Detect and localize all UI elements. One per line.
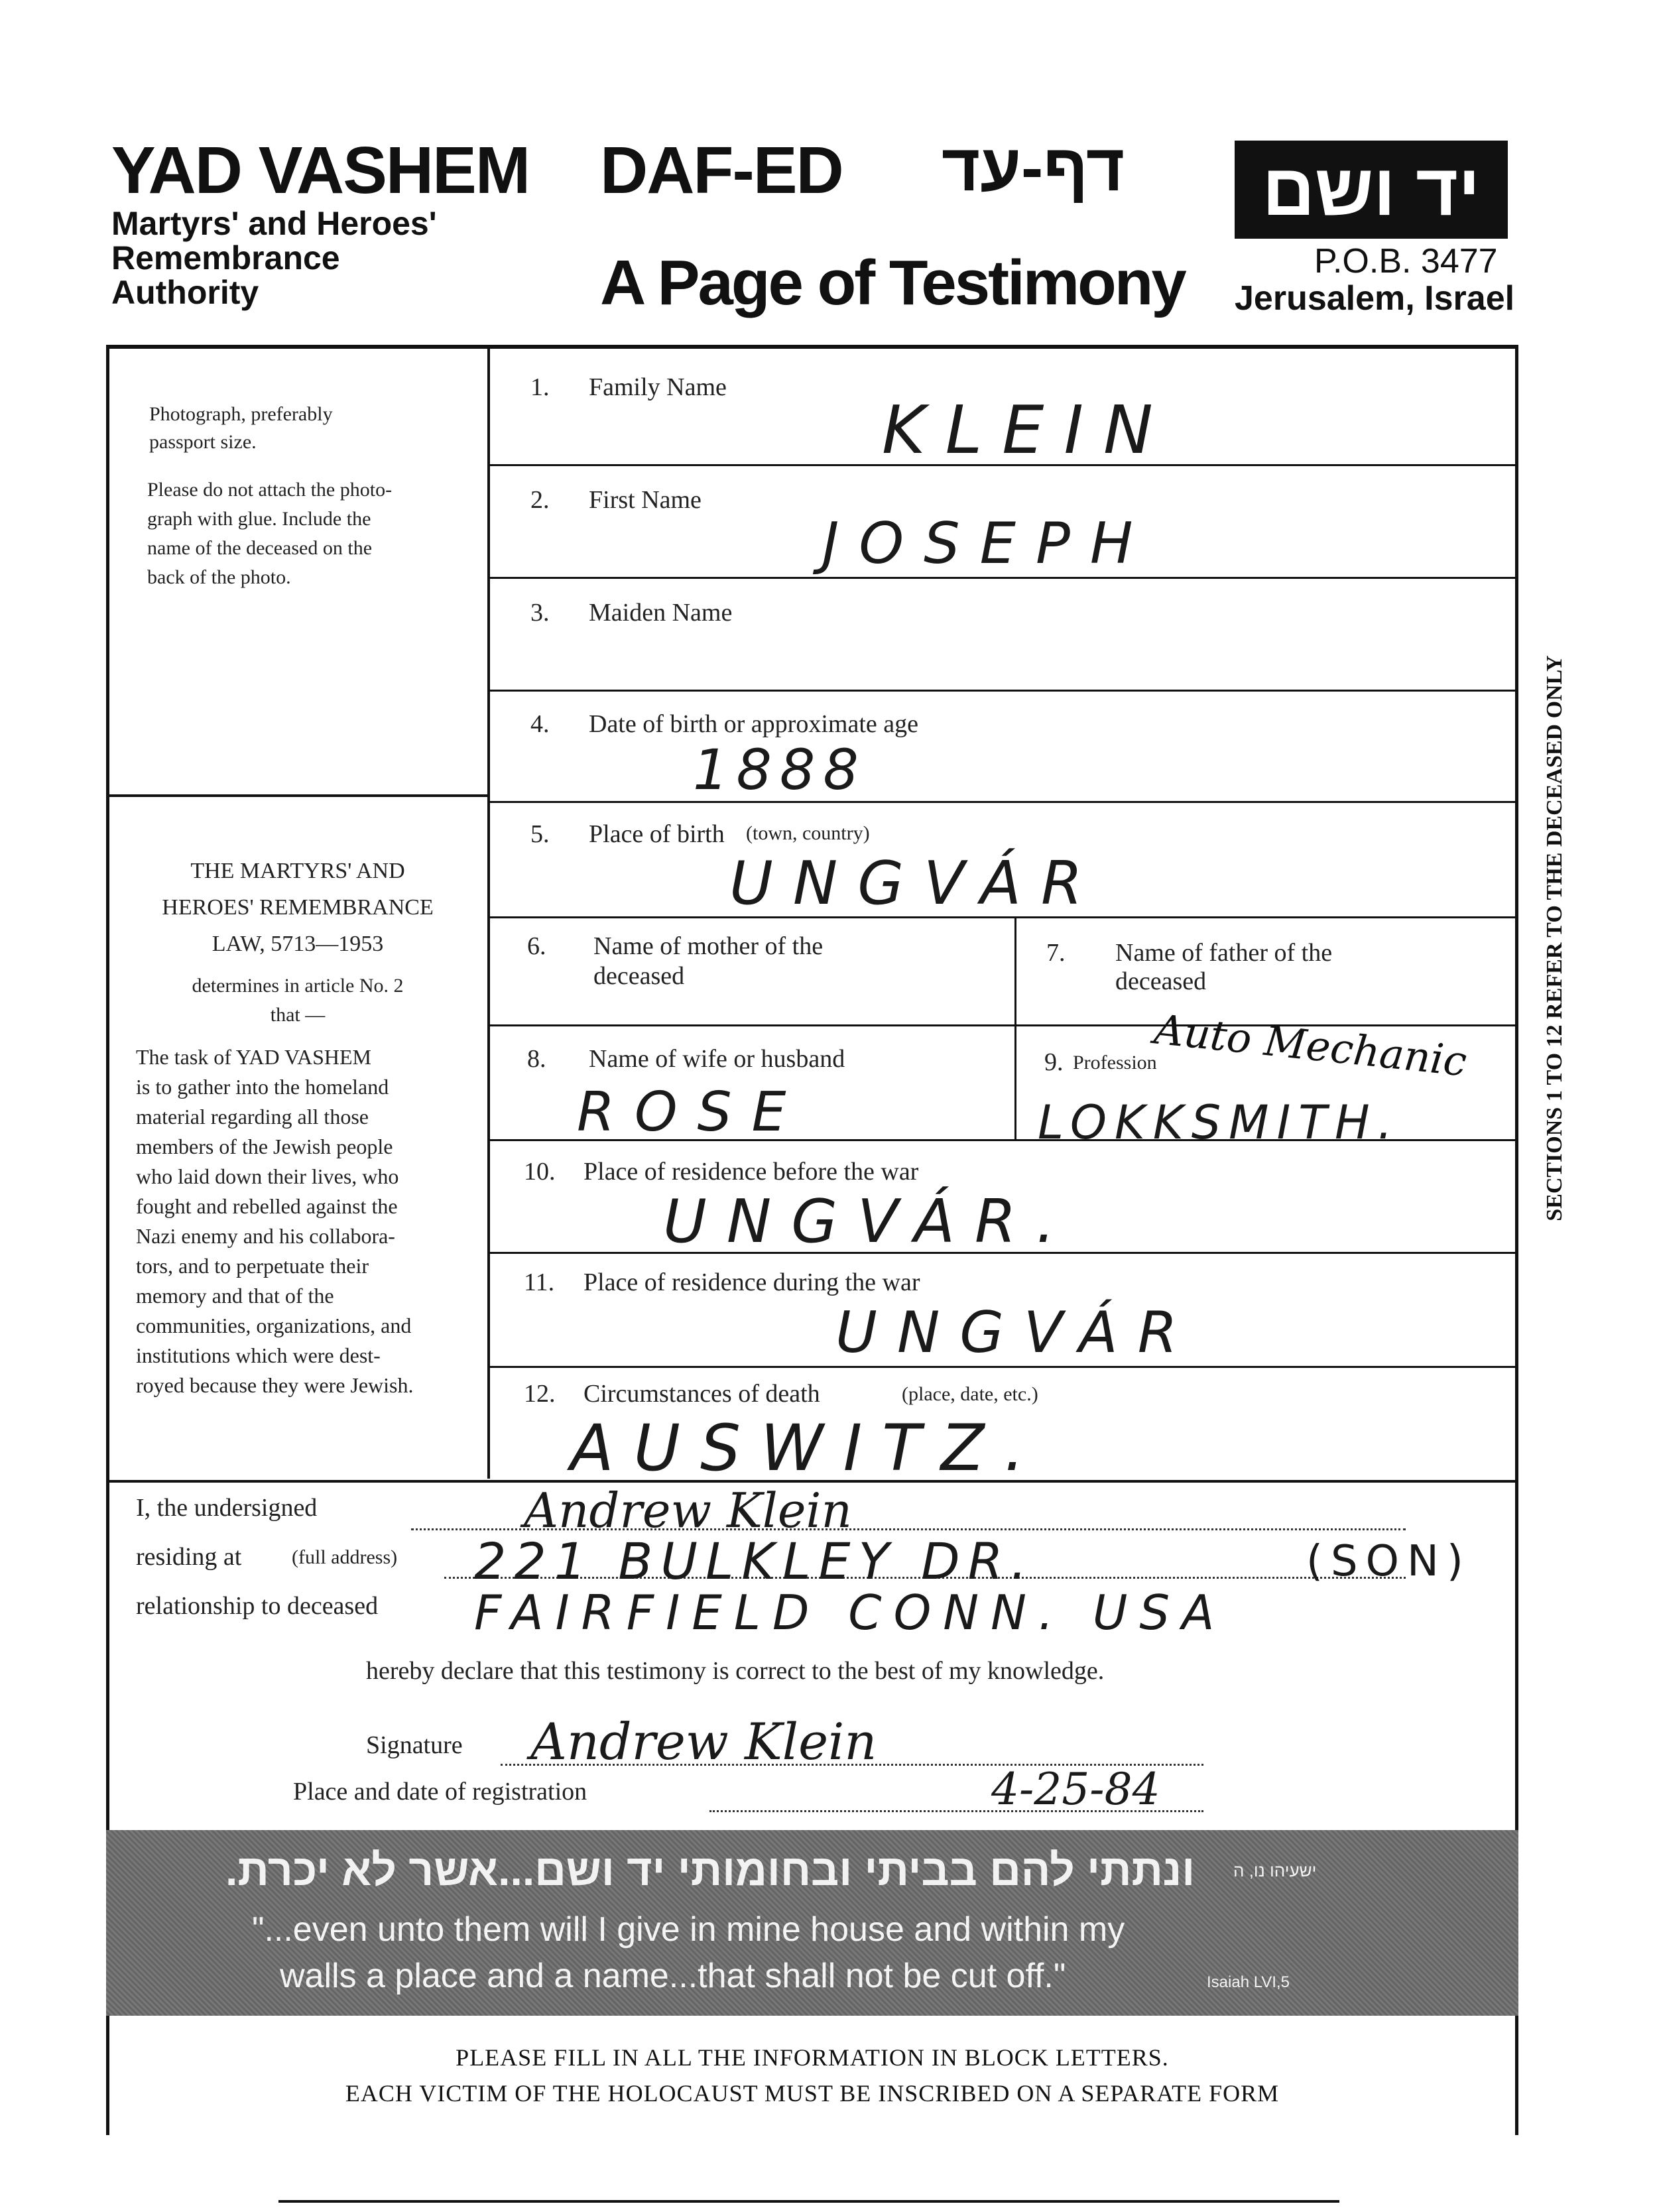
photo-box-divider (106, 794, 489, 797)
death-circumstances-value[interactable]: AUSWITZ. (570, 1411, 1045, 1485)
relationship-value[interactable]: (SON) (1306, 1537, 1471, 1586)
banner-english-1: "...even unto them will I give in mine house and within my (252, 1910, 1125, 1949)
father-name-label-2: deceased (1115, 967, 1207, 995)
law-determines-1: determines in article No. 2 (192, 975, 404, 997)
form-top-border (106, 345, 1518, 349)
row-divider-2 (487, 577, 1518, 579)
photo-instr-2: graph with glue. Include the (147, 508, 371, 530)
death-circumstances-label: Circumstances of death (583, 1380, 820, 1408)
logo-hebrew-text: יד ושם (1262, 149, 1481, 231)
first-name-label: First Name (589, 486, 702, 514)
field-9-number: 9. (1044, 1048, 1064, 1076)
mother-name-label-2: deceased (593, 962, 685, 990)
profession-label: Profession (1073, 1052, 1157, 1074)
yad-vashem-logo (1235, 141, 1508, 239)
residence-before-value[interactable]: UNGVÁR. (663, 1187, 1075, 1257)
death-circumstances-note: (place, date, etc.) (902, 1383, 1038, 1405)
footer-line-1: PLEASE FILL IN ALL THE INFORMATION IN BLOCK LETTERS. (456, 2044, 1169, 2071)
law-body-line: The task of YAD VASHEM (136, 1045, 371, 1069)
law-title-3: LAW, 5713—1953 (212, 932, 384, 956)
org-subtitle-3: Authority (111, 274, 259, 311)
photo-line-2: passport size. (149, 431, 257, 453)
birth-place-value[interactable]: UNGVÁR (729, 849, 1103, 918)
photo-line-1: Photograph, preferably (149, 403, 333, 425)
law-body-line: communities, organizations, and (136, 1314, 412, 1337)
profession-value-1[interactable]: Auto Mechanic (1152, 1005, 1469, 1086)
mid-column-divider (1014, 916, 1016, 1139)
place-date-label: Place and date of registration (293, 1778, 587, 1806)
undersigned-label: I, the undersigned (136, 1494, 318, 1522)
field-7-number: 7. (1046, 939, 1066, 967)
photo-instr-4: back of the photo. (147, 566, 291, 588)
law-body (136, 1042, 467, 1400)
law-body-line: institutions which were dest- (136, 1343, 381, 1367)
row-divider-9 (487, 1366, 1518, 1368)
bottom-scan-line (278, 2200, 1339, 2203)
signature-value[interactable]: Andrew Klein (530, 1712, 877, 1771)
address-value-2[interactable]: FAIRFIELD CONN. USA (474, 1585, 1227, 1640)
field-5-number: 5. (530, 820, 550, 848)
law-body-line: who laid down their lives, who (136, 1164, 399, 1188)
address-note: (full address) (292, 1546, 398, 1568)
banner-english-2: walls a place and a name...that shall not be cut off." (280, 1957, 1066, 1995)
law-body-line: Nazi enemy and his collabora- (136, 1224, 395, 1248)
field-3-number: 3. (530, 599, 550, 627)
declare-text: hereby declare that this testimony is correct to the best of my knowledge. (366, 1657, 1105, 1685)
maiden-name-label: Maiden Name (589, 599, 733, 627)
field-8-number: 8. (527, 1045, 546, 1073)
org-name: YAD VASHEM (111, 133, 530, 208)
residence-during-value[interactable]: UNGVÁR (835, 1300, 1197, 1366)
photo-instr-3: name of the deceased on the (147, 537, 373, 559)
residence-during-label: Place of residence during the war (583, 1268, 920, 1296)
banner-hebrew-ref: ישעיהו נו, ה (1233, 1861, 1317, 1880)
row-divider-3 (487, 690, 1518, 692)
footer-line-2: EACH VICTIM OF THE HOLOCAUST MUST BE INSCRIBED ON A SEPARATE FORM (345, 2080, 1280, 2107)
row-divider-4 (487, 801, 1518, 803)
signature-label: Signature (366, 1731, 463, 1759)
undersigned-value[interactable]: Andrew Klein (524, 1483, 852, 1538)
field-6-number: 6. (527, 932, 546, 960)
father-name-label-1: Name of father of the (1115, 939, 1333, 967)
law-body-line: royed because they were Jewish. (136, 1373, 414, 1397)
field-11-number: 11. (524, 1268, 555, 1296)
daf-ed-hebrew: דף-עד (942, 131, 1125, 205)
family-name-value[interactable]: KLEIN (882, 391, 1173, 469)
place-date-value[interactable]: 4-25-84 (991, 1764, 1160, 1815)
field-1-number: 1. (530, 373, 550, 401)
birth-place-note: (town, country) (746, 822, 870, 844)
field-2-number: 2. (530, 486, 550, 514)
first-name-value[interactable]: JOSEPH (822, 511, 1153, 577)
field-4-number: 4. (530, 710, 550, 738)
daf-ed-title: DAF-ED (600, 133, 843, 208)
relationship-label: relationship to deceased (136, 1592, 379, 1620)
family-name-label: Family Name (589, 373, 727, 401)
profession-value-2[interactable]: LOKKSMITH. (1038, 1095, 1400, 1150)
photo-instr-1: Please do not attach the photo- (147, 479, 393, 501)
address-label: residing at (136, 1543, 242, 1571)
law-body-line: is to gather into the homeland (136, 1075, 389, 1099)
birth-date-label: Date of birth or approximate age (589, 710, 918, 738)
birth-date-value[interactable]: 1888 (693, 737, 867, 802)
banner-english-ref: Isaiah LVI,5 (1207, 1973, 1290, 1991)
spouse-name-label: Name of wife or husband (589, 1045, 845, 1073)
law-title-1: THE MARTYRS' AND (190, 859, 405, 883)
field-10-number: 10. (524, 1158, 556, 1186)
mother-name-label-1: Name of mother of the (593, 932, 824, 960)
birth-place-label: Place of birth (589, 820, 725, 848)
law-body-line: members of the Jewish people (136, 1135, 393, 1158)
city: Jerusalem, Israel (1235, 279, 1515, 318)
org-subtitle-2: Remembrance (111, 239, 340, 276)
form-title: A Page of Testimony (600, 247, 1185, 318)
field-12-number: 12. (524, 1380, 556, 1408)
spouse-name-value[interactable]: ROSE (577, 1081, 806, 1144)
residence-before-label: Place of residence before the war (583, 1158, 919, 1186)
banner-hebrew: ונתתי להם בביתי ובחומותי יד ושם...אשר לא יכרת. (225, 1845, 1195, 1894)
law-body-line: tors, and to perpetuate their (136, 1254, 369, 1278)
law-body-line: fought and rebelled against the (136, 1194, 398, 1218)
scripture-banner (106, 1830, 1518, 2016)
law-body-line: memory and that of the (136, 1284, 334, 1308)
law-body-line: material regarding all those (136, 1105, 369, 1129)
law-determines-2: that — (270, 1004, 326, 1026)
org-subtitle-1: Martyrs' and Heroes' (111, 205, 437, 242)
po-box: P.O.B. 3477 (1314, 242, 1498, 280)
address-value-1[interactable]: 221 BULKLEY DR. (474, 1532, 1035, 1591)
sections-side-note-text: SECTIONS 1 TO 12 REFER TO THE DECEASED ONLY (1542, 655, 1567, 1221)
law-title-2: HEROES' REMEMBRANCE (162, 895, 434, 920)
